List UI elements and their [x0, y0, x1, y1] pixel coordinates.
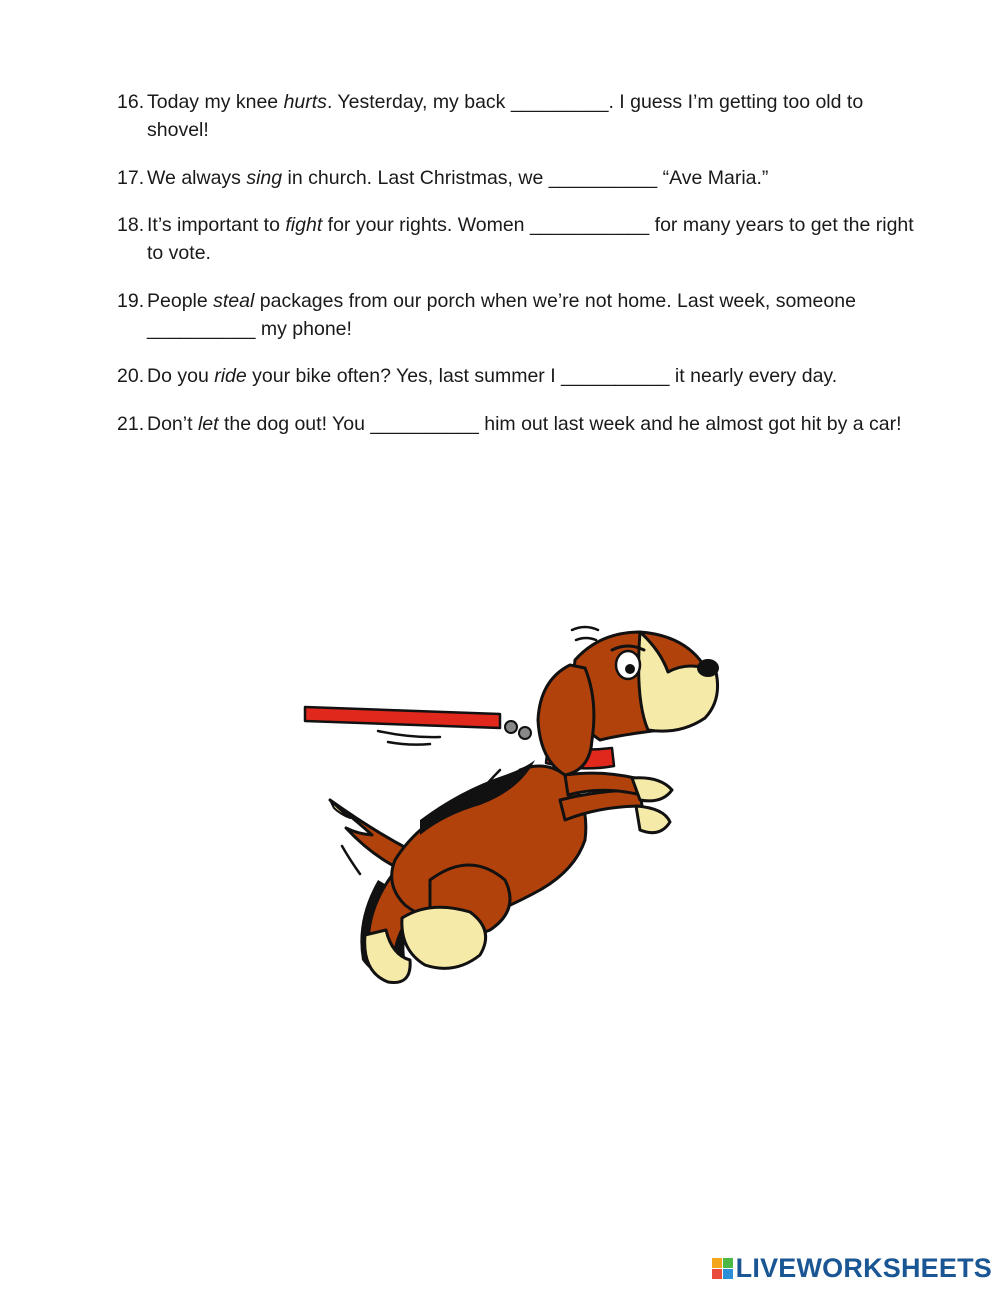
question-verb: let	[197, 412, 219, 435]
question-list	[117, 88, 917, 457]
question-verb: hurts	[283, 91, 327, 113]
question-number: 19.	[117, 289, 145, 312]
question-text: in church. Last Christmas, we __________ “Ave Maria.”	[282, 166, 769, 189]
question-text: Today my knee	[147, 91, 284, 113]
question-text: your bike often? Yes, last summer I __________ it nearly every day.	[246, 365, 838, 387]
question-20	[117, 362, 917, 390]
logo-tile	[712, 1269, 722, 1279]
question-number: 17.	[117, 166, 145, 189]
thigh-paw-icon	[402, 907, 486, 968]
question-text: Don’t	[147, 412, 198, 435]
question-17	[117, 164, 917, 192]
question-text: Do you	[147, 365, 215, 387]
liveworksheets-logo-icon	[712, 1258, 733, 1279]
question-number: 20.	[117, 365, 145, 387]
leash-icon	[305, 707, 500, 728]
nose-icon	[697, 659, 719, 677]
question-16	[117, 88, 917, 144]
question-text: for your rights. Women ___________ for many years to get the right to vote.	[147, 214, 914, 264]
question-text: It’s important to	[147, 214, 286, 236]
question-number: 16.	[117, 91, 145, 113]
brand-name: LIVEWORKSHEETS	[735, 1252, 992, 1283]
question-verb: sing	[246, 166, 283, 189]
question-text: packages from our porch when we’re not home. Last week, someone __________ my phone!	[147, 289, 856, 340]
liveworksheets-branding	[712, 1253, 992, 1283]
logo-tile	[723, 1258, 733, 1268]
question-text: . Yesterday, my back _________. I guess I’m getting too old to shovel!	[147, 91, 864, 141]
question-verb: ride	[214, 365, 247, 387]
question-number: 21.	[117, 412, 145, 435]
front-paw-icon	[632, 778, 672, 801]
question-21	[117, 410, 917, 438]
logo-tile	[723, 1269, 733, 1279]
question-text: People	[147, 289, 214, 312]
question-19	[117, 287, 917, 343]
question-text: the dog out! You __________ him out last week and he almost got hit by a car!	[218, 412, 902, 435]
question-18	[117, 211, 917, 267]
question-verb: fight	[285, 214, 323, 236]
leash-clip-icon	[505, 721, 517, 733]
question-number: 18.	[117, 214, 145, 236]
running-beagle-icon	[300, 620, 730, 1000]
question-verb: steal	[213, 289, 255, 312]
dog-illustration	[300, 620, 730, 1000]
logo-tile	[712, 1258, 722, 1268]
question-text: We always	[147, 166, 247, 189]
